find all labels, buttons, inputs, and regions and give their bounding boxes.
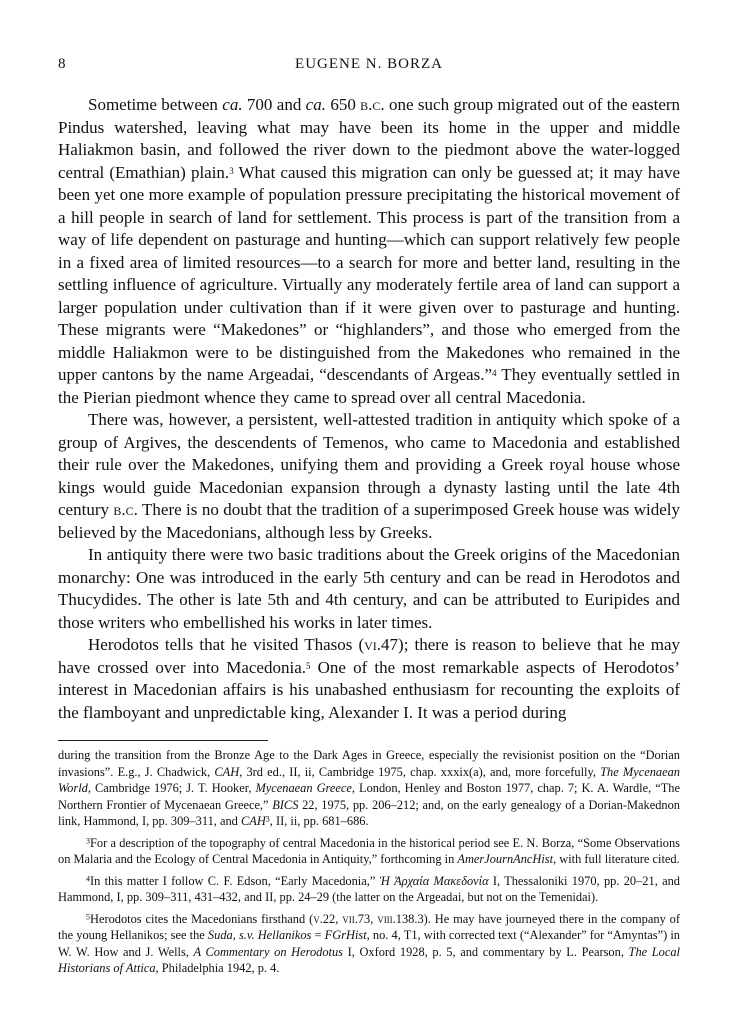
footnote-4: $^4$In this matter I follow C. F. Edson, “Early Macedonia,” Ἡ Ἀρχαία Μακεδονία I, Thessaloniki 1970, pp. 20–21, and Hammond, I, pp. 309–311, 431–432, and II, pp. 24–29 (the latter on the Argeadai, but not on the Temenidai). bbox=[58, 873, 680, 904]
footnotes bbox=[58, 747, 680, 977]
paragraph-two-traditions: In antiquity there were two basic traditions about the Greek origins of the Macedonian monarchy: One was introduced in the early 5th century and can be read in Herodotos and Thucydides. The other is late 5th and 4th century, and can be attributed to Euripides and those writers who embellished his works in later times. bbox=[58, 545, 680, 632]
footnote-3: $^3$For a description of the topography of central Macedonia in the historical period see E. N. Borza, “Some Observations on Malaria and the Ecology of Central Macedonia in Antiquity,” forthcoming in AmerJournAncHist, with full literature cited. bbox=[58, 835, 680, 866]
footnote-ref-4: 4 bbox=[492, 367, 497, 378]
footnote-continuation: during the transition from the Bronze Age to the Dark Ages in Greece, especially the revisionist position on the “Dorian invasions”. E.g., J. Chadwick, CAH, 3rd ed., II, ii, Cambridge 1975, chap. xxxix(a), and, more forcefully, The Mycenaean World, Cambridge 1976; J. T. Hooker, Mycenaean Greece, London, Henley and Boston 1977, chap. 7; K. A. Wardle, “The Northern Frontier of Mycenaean Greece,” BICS 22, 1975, pp. 206–212; and, on the early genealogy of a Dorian-Makednon link, Hammond, I, pp. 309–311, and CAH$^3$, II, ii, pp. 681–686. bbox=[58, 748, 680, 828]
footnote-5: $^5$Herodotos cites the Macedonians firsthand (v.22, vii.73, viii.138.3). He may have journeyed there in the company of the young Hellanikos; see the Suda, s.v. Hellanikos = FGrHist, no. 4, T1, with corrected text (“Alexander” for “Amyntas”) in W. W. How and J. Wells, A Commentary on Herodotus I, Oxford 1928, p. 5, and commentary by L. Pearson, The Local Historians of Attica, Philadelphia 1942, p. 4. bbox=[58, 911, 680, 975]
footnote-divider bbox=[58, 740, 268, 741]
running-title: EUGENE N. BORZA bbox=[295, 56, 443, 72]
page bbox=[58, 56, 680, 982]
paragraph-migration: Sometime between ca. 700 and ca. 650 b.c. one such group migrated out of the eastern Pindus watershed, leaving what may have been its home in the upper and middle Haliakmon basin, and followed the river down to the piedmont above the water-logged central (Emathian) plain.$^3$ What caused this migration can only be guessed at; it may have been yet one more example of population pressure precipitating the historical movement of a hill people in search of land for settlement. This process is part of the transition from a way of life dependent on pasturage and hunting—which can support relatively few people in a fixed area of limited resources—to a search for more and better land, resulting in the settling influence of agriculture. Virtually any moderately fertile area of land can support a larger population under cultivation than if it were given over to pasturage and hunting. These migrants were “Makedones” or “highlanders”, and those who emerged from the middle Haliakmon were to be distinguished from the Makedones who remained in the upper cantons by the name Argeadai, “descendants of Argeas.”$^4$ They eventually settled in the Pierian piedmont whence they came to spread over all central Macedonia. bbox=[58, 95, 681, 407]
footnote-ref-3: 3 bbox=[229, 165, 234, 176]
body-text bbox=[58, 94, 680, 724]
paragraph-herodotos: Herodotos tells that he visited Thasos (vi.47); there is reason to believe that he may have crossed over into Macedonia.$^5$ One of the most remarkable aspects of Herodotos’ interest in Macedonian affairs is his unabashed enthusiasm for recounting the exploits of the flamboyant and unpredictable king, Alexander I. It was a period during bbox=[58, 635, 680, 722]
running-head bbox=[58, 56, 680, 78]
footnote-ref-5: 5 bbox=[306, 660, 311, 671]
paragraph-argive-tradition: There was, however, a persistent, well-attested tradition in antiquity which spoke of a group of Argives, the descendents of Temenos, who came to Macedonia and established their rule over the Makedones, unifying them and providing a Greek royal house whose kings would guide Macedonian expansion through a dynasty lasting until the late 4th century b.c. There is no doubt that the tradition of a superimposed Greek house was widely believed by the Macedonians, although less by Greeks. bbox=[58, 410, 680, 542]
page-number: 8 bbox=[58, 56, 66, 72]
